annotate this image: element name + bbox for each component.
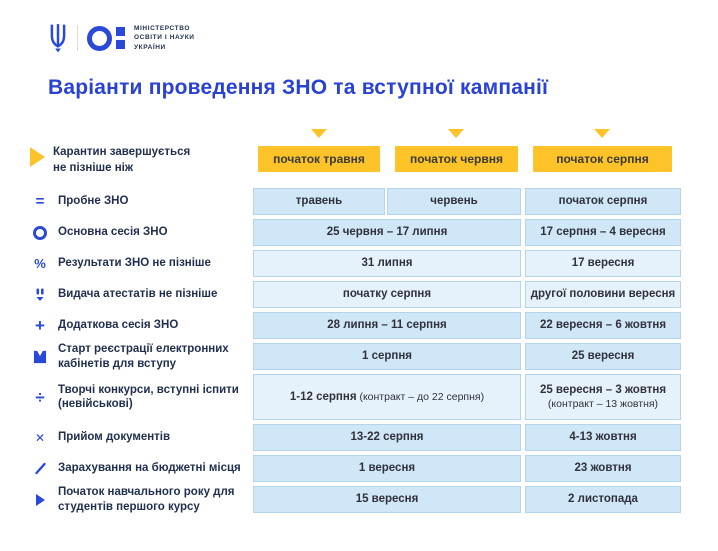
divide-icon: ÷ [35,387,45,407]
ukraine-trident-icon [48,21,68,55]
row-label-atestaty [30,281,253,308]
row-label: Творчі конкурси, вступні іспити (невійськові) [58,383,239,410]
table-cell: 4-13 жовтня [525,424,681,451]
scenario-box-may: початок травня [258,146,380,172]
schedule-table [30,188,681,517]
table-cell: 28 липня – 11 серпня [253,312,521,339]
circle-icon [32,226,48,240]
row-label: Прийом документів [58,431,171,444]
quarantine-text [53,144,190,176]
table-row [30,455,681,482]
o-ring-icon [87,26,112,51]
certificates-download-icon [32,288,48,302]
table-cell: 25 вересня [525,343,681,370]
row-label-zarakhuvannya [30,455,253,482]
table-cell [525,374,681,420]
quarantine-label [30,144,190,176]
equals-icon: = [35,193,45,210]
table-cell: 23 жовтня [525,455,681,482]
row-label-tvorchi [30,374,253,420]
down-arrow-icon [448,129,464,138]
table-cell: 2 листопада [525,486,681,513]
cell-main: 25 вересня – 3 жовтня [539,383,667,396]
table-row [30,486,681,513]
row-label-osnovna-sesiya [30,219,253,246]
table-cell: початок серпня [525,188,681,215]
row-label-dodatkova [30,312,253,339]
row-label: Початок навчального року для студентів першого курсу [58,486,235,513]
right-arrow-icon [30,147,45,167]
table-row [30,281,681,308]
table-cell: 25 червня – 17 липня [253,219,521,246]
table-cell: 22 вересня – 6 жовтня [525,312,681,339]
play-icon [32,494,48,506]
row-label-probne-zno [30,188,253,215]
row-label: Основна сесія ЗНО [58,226,168,239]
table-cell: 31 липня [253,250,521,277]
table-cell: 1 серпня [253,343,521,370]
table-row [30,424,681,451]
table-row [30,219,681,246]
table-row [30,343,681,370]
row-label: Додаткова сесія ЗНО [58,319,179,332]
table-row [30,250,681,277]
table-cell: 1 вересня [253,455,521,482]
page-title: Варіанти проведення ЗНО та вступної кампанії [48,76,549,99]
ministry-line: УКРАЇНИ [134,43,166,51]
ministry-line: ОСВІТИ І НАУКИ [134,34,195,42]
row-label: Пробне ЗНО [58,195,129,208]
table-cell [253,374,521,420]
o-squares-icon [116,27,125,49]
ministry-line: МІНІСТЕРСТВО [134,24,191,32]
plus-icon: + [35,316,45,335]
row-label: Зарахування на бюджетні місця [58,462,241,475]
row-label-pryyom [30,424,253,451]
table-cell: 17 серпня – 4 вересня [525,219,681,246]
ministry-o-logo-icon [87,26,125,51]
row-label: Видача атестатів не пізніше [58,288,218,301]
table-cell: 13-22 серпня [253,424,521,451]
percent-icon: % [34,256,46,271]
table-row [30,312,681,339]
pen-icon [32,462,48,475]
quarantine-line2: не пізніше ніж [53,162,134,175]
ministry-logo [48,19,195,57]
table-cell: червень [387,188,521,215]
row-label-rezultaty [30,250,253,277]
cell-note: (контракт – 13 жовтня) [547,397,659,410]
down-arrow-icon [594,129,610,138]
row-label: Старт реєстрації електронних кабінетів для вступу [58,343,229,370]
row-label: Результати ЗНО не пізніше [58,257,211,270]
table-cell: другої половини вересня [525,281,681,308]
scenario-box-june: початок червня [395,146,518,172]
table-cell: 17 вересня [525,250,681,277]
table-cell: 15 вересня [253,486,521,513]
ministry-name [134,24,195,52]
row-label-kabinety [30,343,253,370]
table-cell: травень [253,188,385,215]
scenario-box-august: початок серпня [533,146,672,172]
quarantine-line1: Карантин завершується [53,146,191,158]
logo-divider [77,25,78,51]
cell-main: 1-12 серпня [289,390,357,403]
table-row [30,188,681,215]
table-cell: початку серпня [253,281,521,308]
cell-note: (контракт – до 22 серпня) [356,390,485,403]
table-row [30,374,681,420]
row-label-pochatok-roku [30,486,253,513]
multiply-icon: ✕ [34,430,46,445]
down-arrow-icon [311,129,327,138]
cabinet-m-icon [32,350,48,364]
